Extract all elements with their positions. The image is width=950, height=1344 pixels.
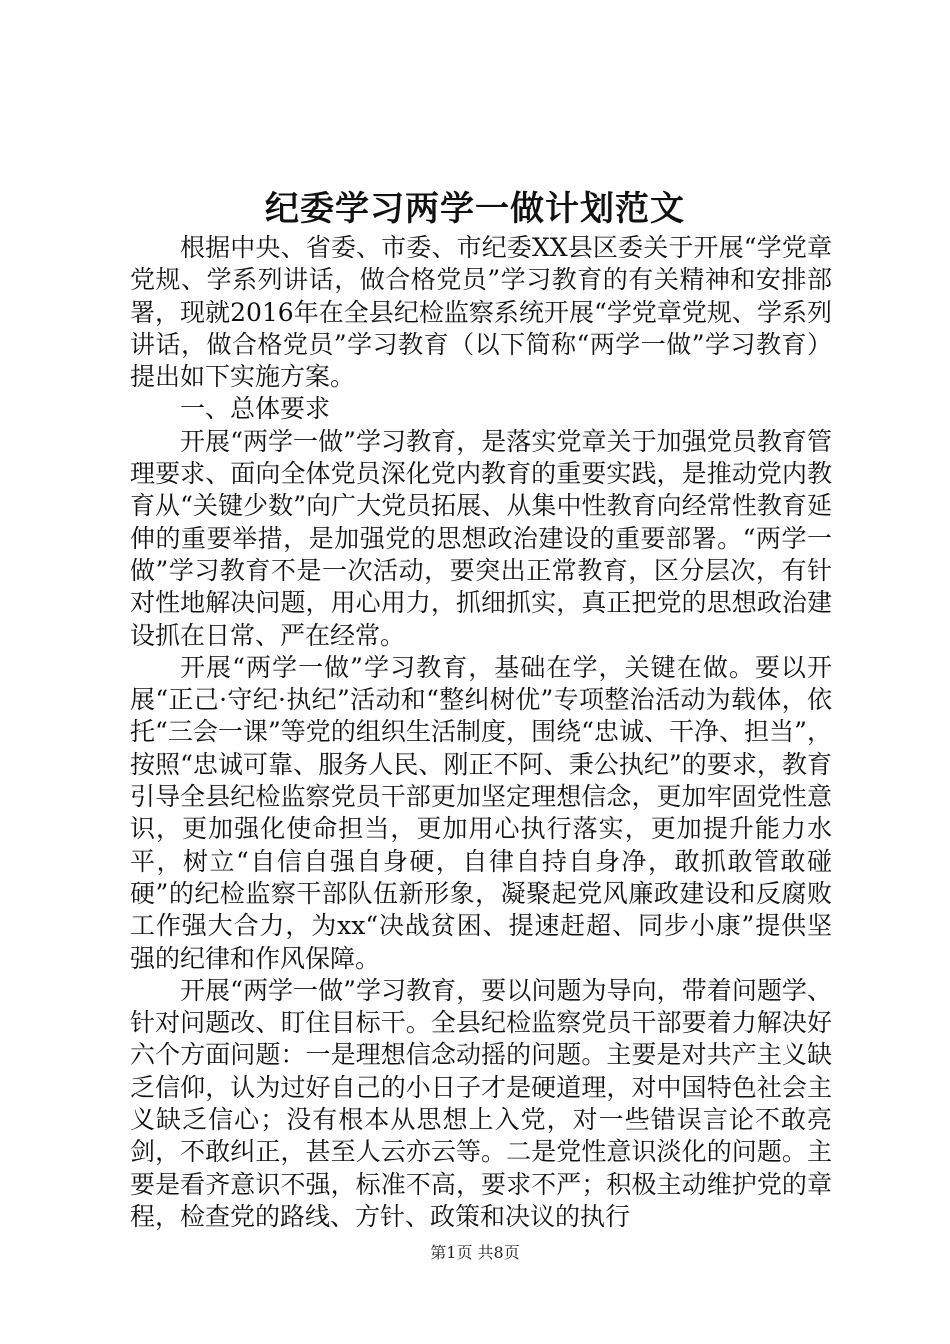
paragraph-intro: 根据中央、省委、市委、市纪委XX县区委关于开展“学党章党规、学系列讲话，做合格党员”学习教育的有关精神和安排部署，现就2016年在全县纪检监察系统开展“学党章党规、学系列讲话，做合格党员”学习教育（以下简称“两学一做”学习教育）提出如下实施方案。 — [130, 233, 832, 392]
paragraph: 开展“两学一做”学习教育，是落实党章关于加强党员教育管理要求、面向全体党员深化党内教育的重要实践，是推动党内教育从“关键少数”向广大党员拓展、从集中性教育向经常性教育延伸的重要举措，是加强党的思想政治建设的重要部署。“两学一做”学习教育不是一次活动，要突出正常教育，区分层次，有针对性地解决问题，用心用力，抓细抓实，真正把党的思想政治建设抓在日常、严在经常。 — [130, 426, 832, 650]
paragraph: 开展“两学一做”学习教育，基础在学，关键在做。要以开展“正己·守纪·执纪”活动和“整纠树优”专项整治活动为载体，依托“三会一课”等党的组织生活制度，围绕“忠诚、干净、担当”，按照“忠诚可靠、服务人民、刚正不阿、秉公执纪”的要求，教育引导全县纪检监察党员干部更加坚定理想信念，更加牢固党性意识，更加强化使命担当，更加用心执行落实，更加提升能力水平，树立“自信自强自身硬，自律自持自身净，敢抓敢管敢碰硬”的纪检监察干部队伍新形象，凝聚起党风廉政建设和反腐败工作强大合力，为xx“决战贫困、提速赶超、同步小康”提供坚强的纪律和作风保障。 — [130, 652, 832, 973]
document-title: 纪委学习两学一做计划范文 — [265, 189, 685, 229]
page-footer: 第1页 共8页 — [430, 1243, 520, 1262]
document-body — [130, 232, 832, 1233]
paragraph: 开展“两学一做”学习教育，要以问题为导向，带着问题学、针对问题改、盯住目标干。全县纪检监察党员干部要着力解决好六个方面问题：一是理想信念动摇的问题。主要是对共产主义缺乏信仰，认为过好自己的小日子才是硬道理，对中国特色社会主义缺乏信心；没有根本从思想上入党，对一些错误言论不敢亮剑，不敢纠正，甚至人云亦云等。二是党性意识淡化的问题。主要是看齐意识不强，标准不高，要求不严；积极主动维护党的章程，检查党的路线、方针、政策和决议的执行 — [130, 975, 832, 1231]
section-heading: 一、总体要求 — [180, 394, 331, 424]
